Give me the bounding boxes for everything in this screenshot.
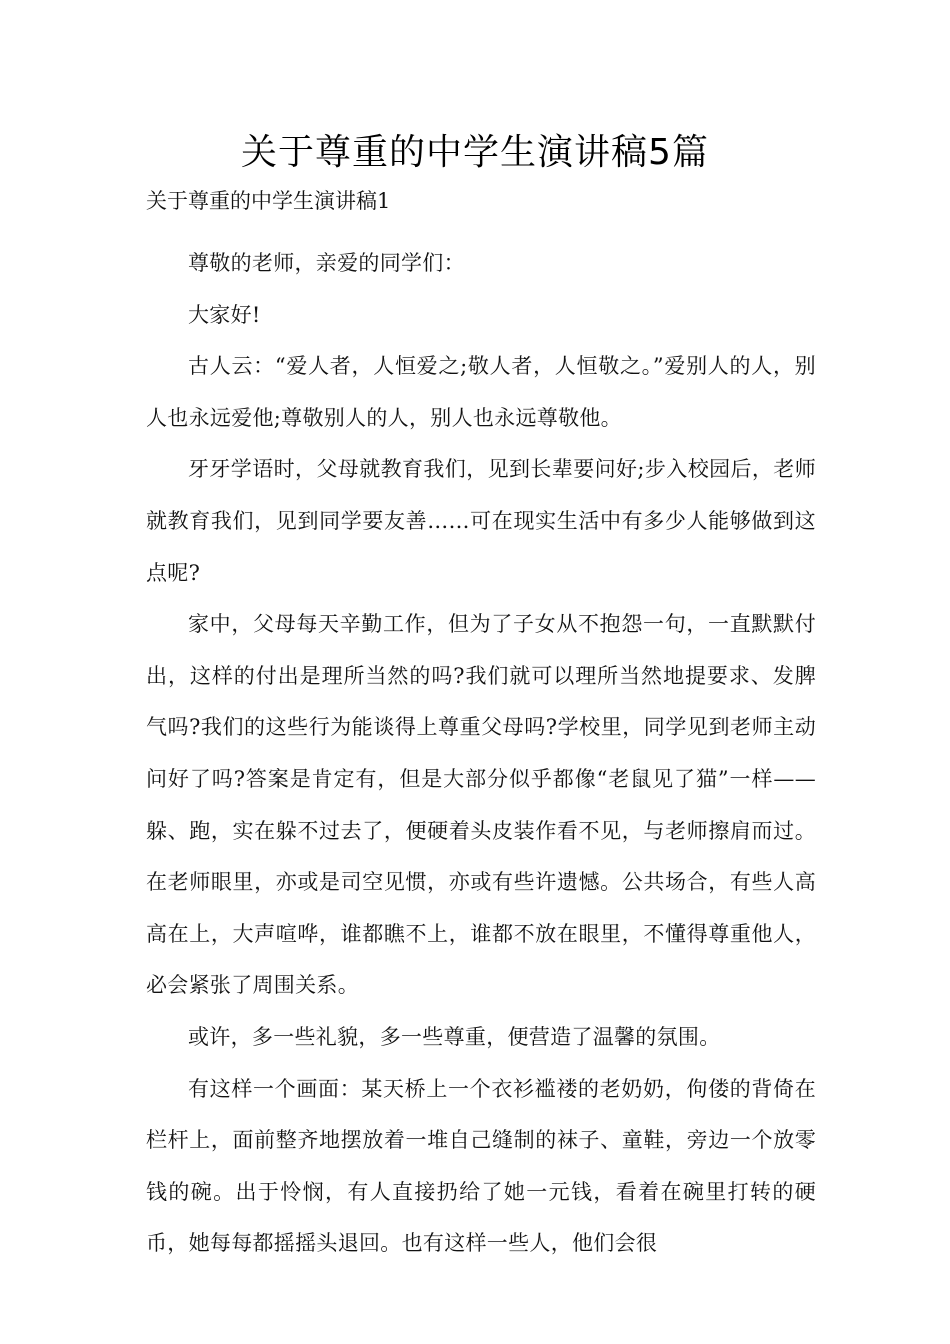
paragraph-childhood: 牙牙学语时，父母就教育我们，见到长辈要问好;步入校园后，老师就教育我们，见到同学要友善……可在现实生活中有多少人能够做到这点呢? bbox=[146, 457, 816, 585]
document-title: 关于尊重的中学生演讲稿5篇 bbox=[241, 132, 709, 173]
paragraph-politeness: 或许，多一些礼貌，多一些尊重，便营造了温馨的氛围。 bbox=[188, 1024, 721, 1049]
section-subtitle: 关于尊重的中学生演讲稿1 bbox=[146, 189, 391, 213]
paragraph-greeting: 尊敬的老师，亲爱的同学们： bbox=[188, 251, 465, 275]
document-body bbox=[146, 238, 816, 1270]
paragraph-old-woman: 有这样一个画面：某天桥上一个衣衫褴褛的老奶奶，佝偻的背倚在栏杆上，面前整齐地摆放着一堆自己缝制的袜子、童鞋，旁边一个放零钱的碗。出于怜悯，有人直接扔给了她一元钱，看着在碗里打转的硬币，她每每都摇摇头退回。也有这样一些人，他们会很 bbox=[146, 1076, 816, 1256]
paragraph-hello: 大家好! bbox=[188, 302, 261, 327]
paragraph-ancient-saying: 古人云：“爱人者，人恒爱之;敬人者，人恒敬之。”爱别人的人，别人也永远爱他;尊敬别人的人，别人也永远尊敬他。 bbox=[146, 354, 816, 430]
paragraph-home-school: 家中，父母每天辛勤工作，但为了子女从不抱怨一句，一直默默付出，这样的付出是理所当然的吗?我们就可以理所当然地提要求、发脾气吗?我们的这些行为能谈得上尊重父母吗?学校里，同学见到老师主动问好了吗?答案是肯定有，但是大部分似乎都像“老鼠见了猫”一样——躲、跑，实在躲不过去了，便硬着头皮装作看不见，与老师擦肩而过。在老师眼里，亦或是司空见惯，亦或有些许遗憾。公共场合，有些人高高在上，大声喧哗，谁都瞧不上，谁都不放在眼里，不懂得尊重他人，必会紧张了周围关系。 bbox=[146, 612, 816, 998]
